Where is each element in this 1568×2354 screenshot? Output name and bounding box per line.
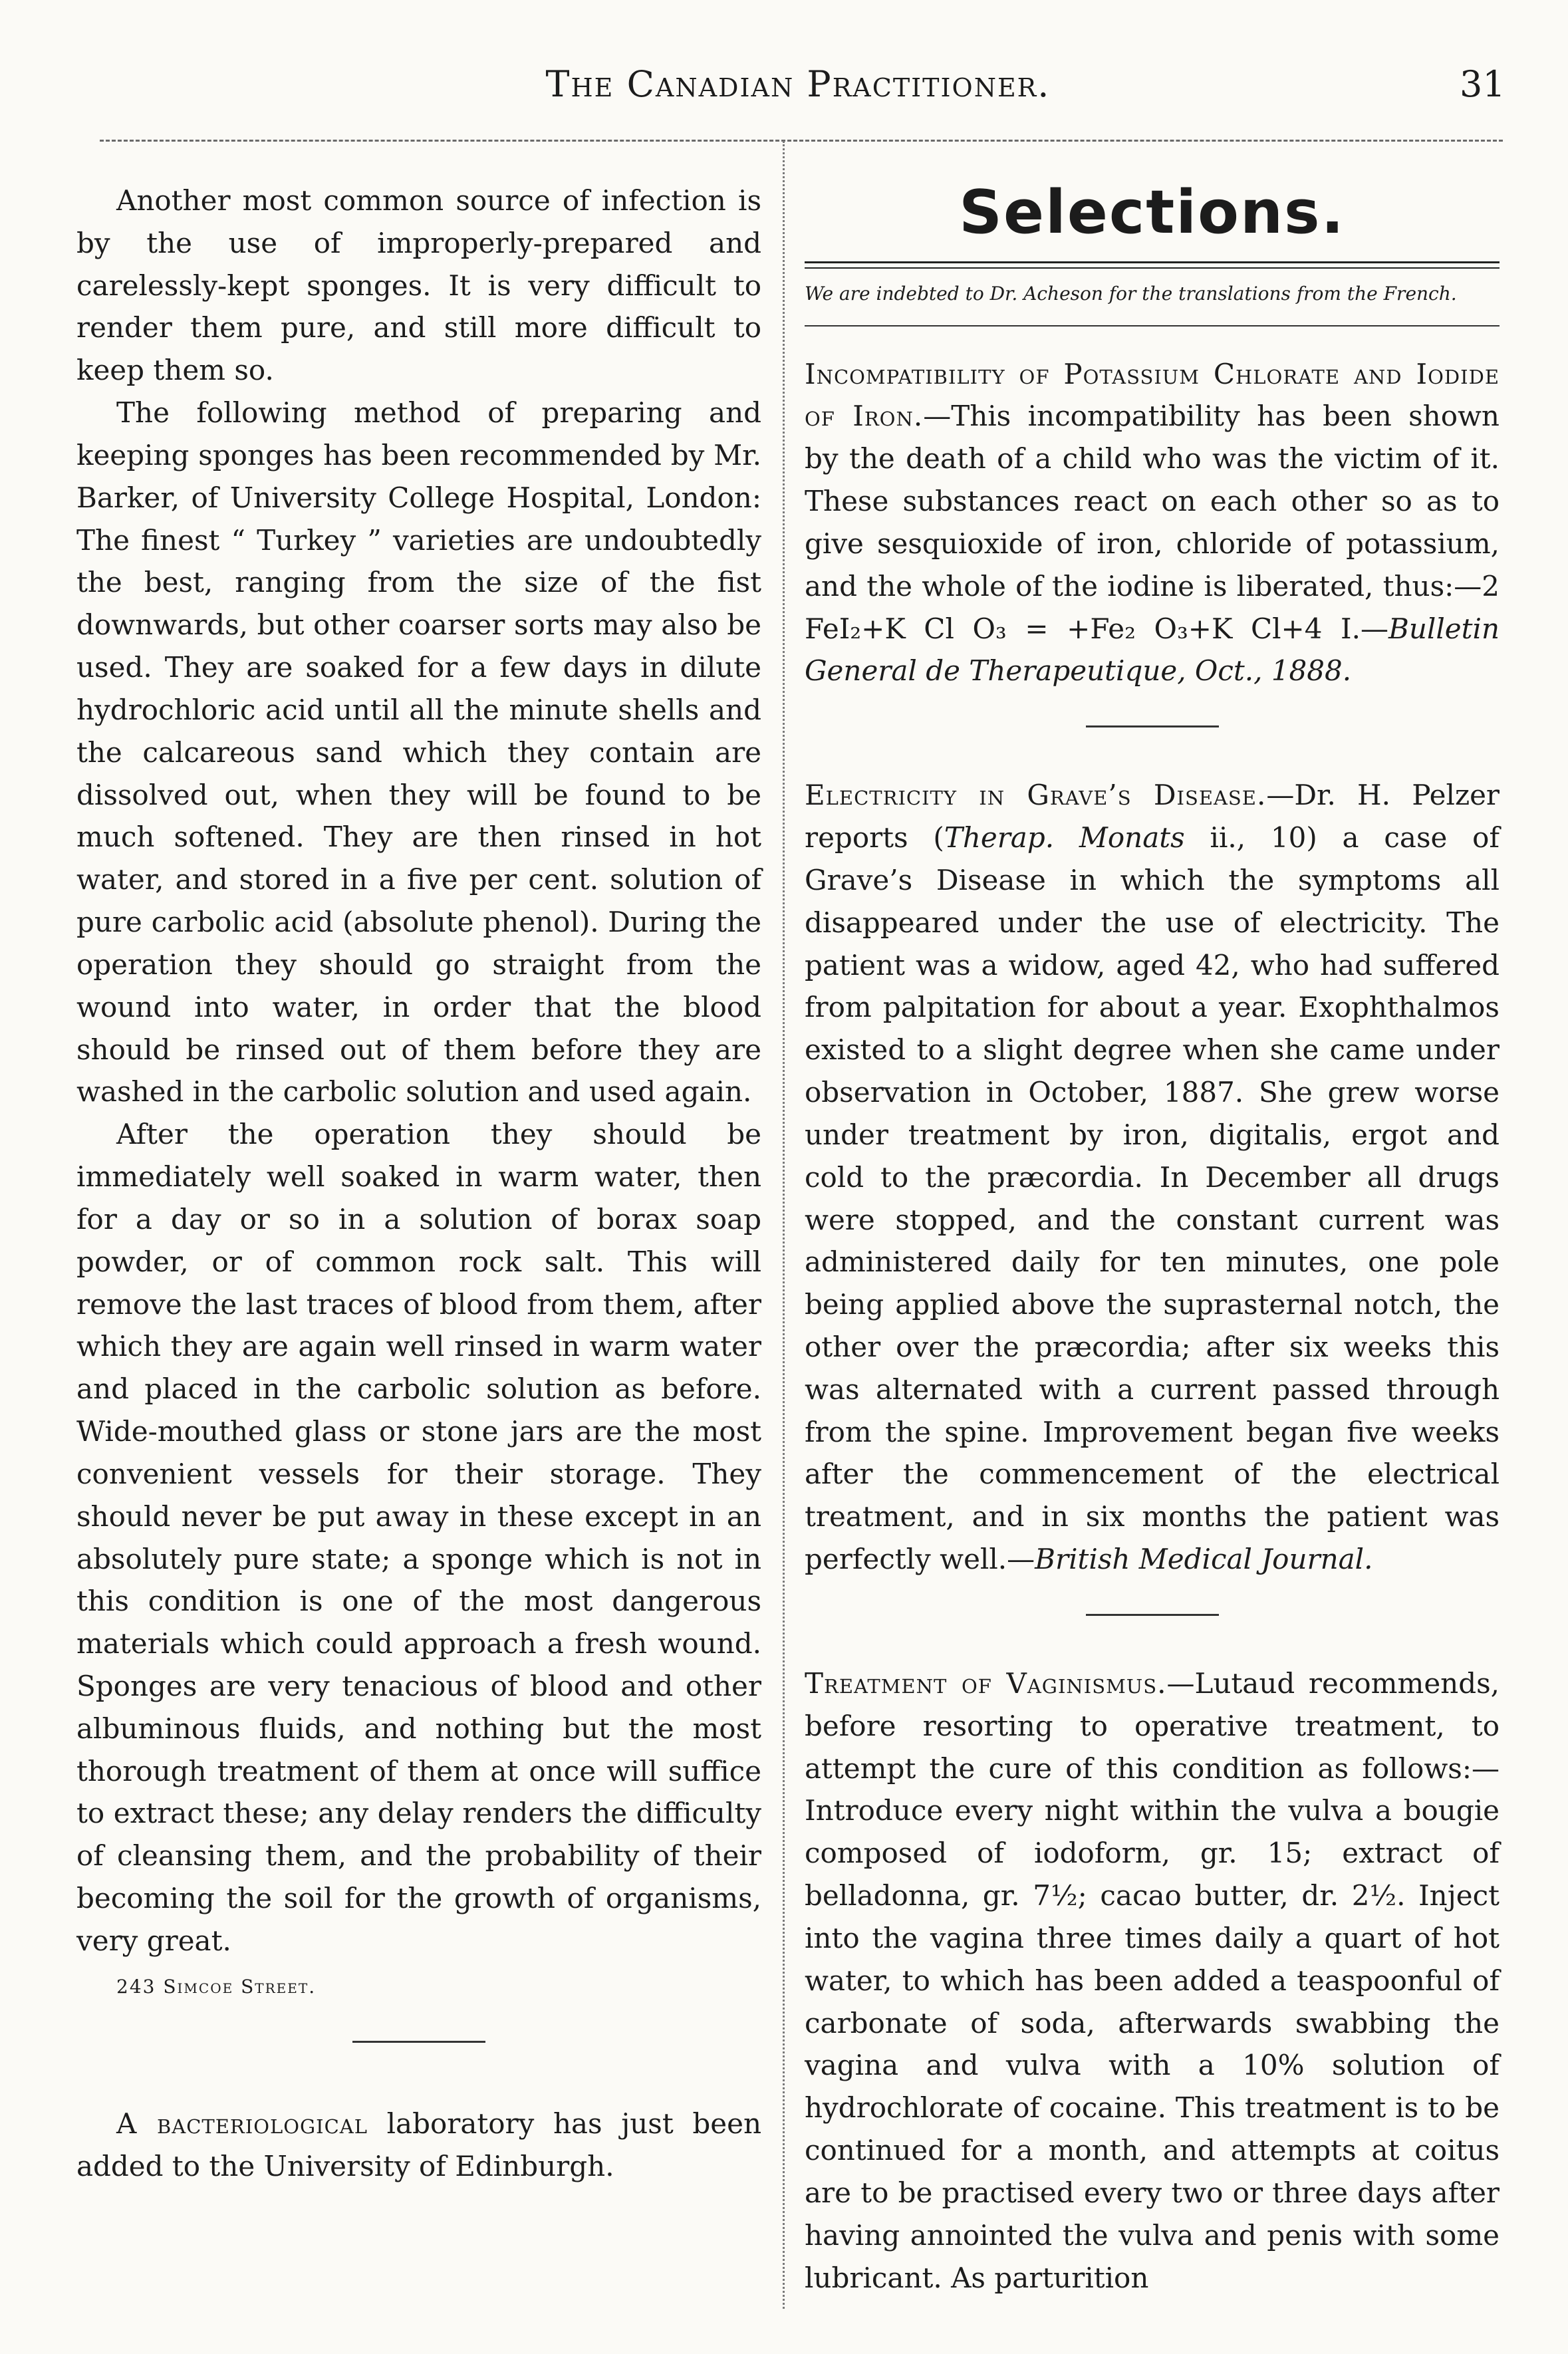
paragraph-after-operation: After the operation they should be immediately well soaked in warm water, then for a day or so in a solution of borax soap powder, or of common rock salt. This will remove the last traces of blood from them, after which they are again well rinsed in warm water and placed in the carbolic solution as before. Wide-mouthed glass or stone jars are the most convenient vessels for their storage. They should never be put away in these except in an absolutely pure state; a sponge which is not in this condition is one of the most dangerous materials which could approach a fresh wound. Sponges are very tenacious of blood and other albuminous fluids, and nothing but the most thorough treatment of them at once will suffice to extract these; any delay renders the difficulty of cleansing them, and the probability of their becoming the soil for the growth of organisms, very great. — [76, 1118, 761, 1957]
item-body: —Lutaud recommends, before resorting to operative treatment, to attempt the cure of this condition as follows:—Introduce every night within the vulva a bougie composed of iodoform, gr. 15; extract of belladonna, gr. 7½; cacao butter, dr. 2½. Inject into the vagina three times daily a quart of hot water, to which has been added a teaspoonful of carbonate of soda, afterwards swabbing the vagina and vulva with a 10% solution of hydrochlorate of cocaine. This treatment is to be continued for a month, and attempts at coitus are to be practised every two or three days after having annointed the vulva and penis with some lubricant. As parturition — [805, 1666, 1500, 2294]
item-vaginismus — [805, 1662, 1500, 2299]
author-address: 243 Simcoe Street. — [116, 1975, 317, 1998]
item-heading: Electricity in Grave’s Disease. — [805, 779, 1267, 812]
running-head: The Canadian Practitioner. — [545, 63, 1051, 105]
left-column — [76, 180, 761, 2188]
page-header — [0, 63, 1568, 123]
item-potassium-chlorate — [805, 353, 1500, 693]
item-body: —Dr. H. Pelzer reports ( — [805, 779, 1500, 854]
item-heading: Incompatibility of Potassium Chlorate and Iodide of Iron. — [805, 357, 1500, 433]
column-divider — [783, 141, 785, 2309]
item-divider — [1086, 725, 1219, 727]
item-graves-disease — [805, 774, 1500, 1581]
item-body: —This incompatibility has been shown by the death of a child who was the victim of it. These substances react on each other so as to give sesquioxide of iron, chloride of potassium, and the whole of the iodine is liberated, thus:—2 FeI₂+K Cl O₃ = +Fe₂ O₃+K Cl+4 I.— — [805, 400, 1500, 645]
section-divider — [352, 2041, 485, 2043]
item-citation: Therap. Monats — [944, 821, 1185, 854]
section-title: Selections. — [959, 178, 1345, 247]
paragraph-text: laboratory has just been added to the University of Edinburgh. — [76, 2107, 761, 2183]
item-source: British Medical Journal. — [1035, 1543, 1373, 1576]
title-rule — [805, 261, 1500, 269]
item-divider — [1086, 1614, 1219, 1616]
header-rule — [100, 140, 1503, 142]
item-body: ii., 10) a case of Grave’s Disease in which the symptoms all disappeared under the use of electricity. The patient was a widow, aged 42, who had suffered from palpitation for about a year. Exophthalmos existed to a slight degree when she came under observation in October, 1887. She grew worse under treatment by iron, digitalis, ergot and cold to the præcordia. In December all drugs were stopped, and the constant current was administered daily for ten minutes, one pole being applied above the suprasternal notch, the other over the præcordia; after six weeks this was alternated with a current passed through from the spine. Improvement began five weeks after the commencement of the electrical treatment, and in six months the patient was perfectly well.— — [805, 821, 1500, 1576]
page-number: 31 — [1460, 63, 1505, 105]
note-rule — [805, 325, 1500, 327]
paragraph-sponge-method: The following method of preparing and keeping sponges has been recommended by Mr. Barker, of University College Hospital, London: The finest “ Turkey ” varieties are undoubtedly the best, ranging from the size of the fist downwards, but other coarser sorts may also be used. They are soaked for a few days in dilute hydrochloric acid until all the minute shells and the calcareous sand which they contain are dissolved out, when they will be found to be much softened. They are then rinsed in hot water, and stored in a five per cent. solution of pure carbolic acid (absolute phenol). During the operation they should go straight from the wound into water, in order that the blood should be rinsed out of them before they are washed in the carbolic solution and used again. — [76, 396, 761, 1109]
lead-small-caps: A bacteriological — [116, 2107, 368, 2141]
item-source: Bulletin General de Therapeutique, Oct., 1888. — [805, 612, 1500, 688]
right-column — [805, 180, 1500, 2299]
paragraph-sponge-infection: Another most common source of infection is by the use of improperly-prepared and carelessly-kept sponges. It is very difficult to render them pure, and still more difficult to keep them so. — [76, 184, 761, 387]
translation-note: We are indebted to Dr. Acheson for the translations from the French. — [805, 283, 1457, 305]
paragraph-bacteriological-lab — [76, 2103, 761, 2188]
item-heading: Treatment of Vaginismus. — [805, 1666, 1167, 1700]
